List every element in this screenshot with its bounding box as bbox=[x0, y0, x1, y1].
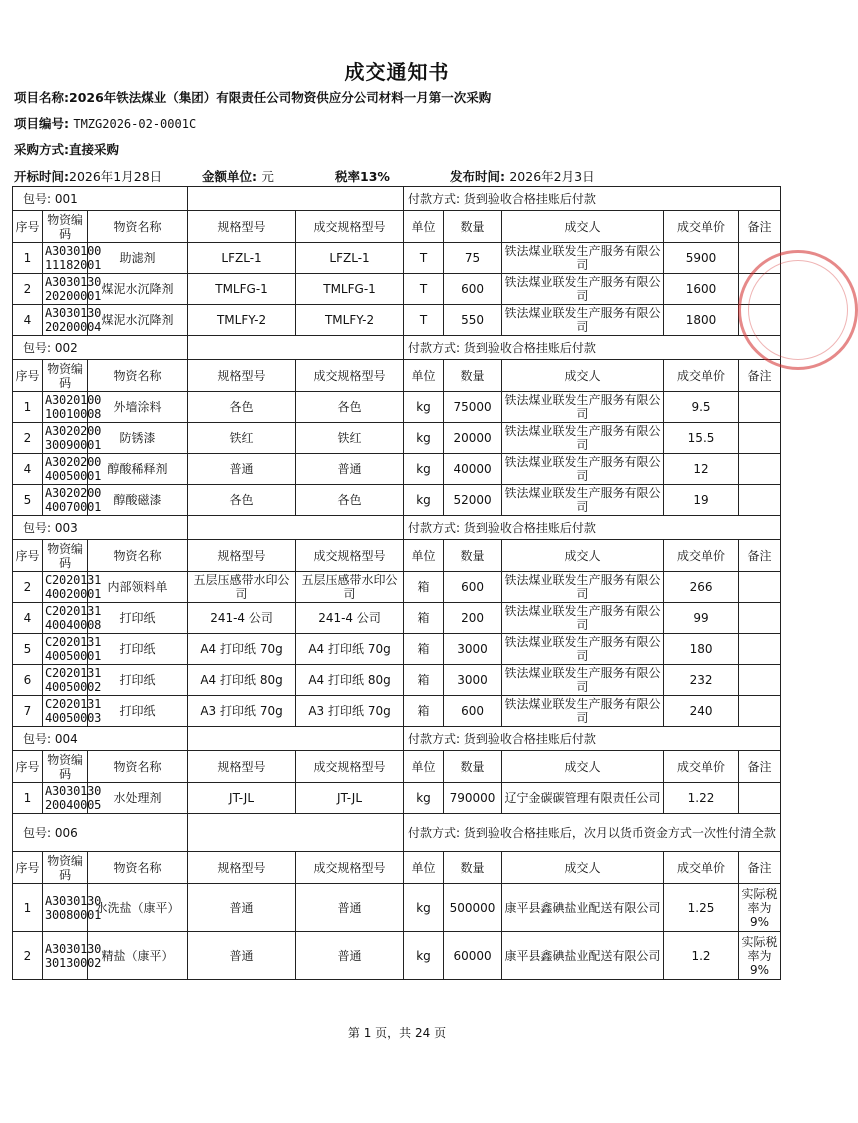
purchase-method-value: 直接采购 bbox=[69, 142, 120, 157]
cell-deal-spec: A4 打印纸 70g bbox=[296, 634, 404, 665]
cell-price: 99 bbox=[664, 603, 739, 634]
open-time bbox=[14, 167, 162, 185]
cell-code: C2020131 40050003 bbox=[43, 696, 88, 727]
package-header-spacer bbox=[188, 516, 404, 540]
package-label: 包号: 006 bbox=[13, 814, 188, 852]
column-header-code: 物资编码 bbox=[43, 211, 88, 243]
publish-time bbox=[450, 167, 595, 185]
package-header-spacer bbox=[188, 336, 404, 360]
cell-note bbox=[739, 665, 781, 696]
cell-price: 1.2 bbox=[664, 932, 739, 980]
project-name-value: 2026年铁法煤业（集团）有限责任公司物资供应分公司材料一月第一次采购 bbox=[69, 90, 492, 105]
column-header-seq: 序号 bbox=[13, 852, 43, 884]
cell-party: 铁法煤业联发生产服务有限公司 bbox=[502, 696, 664, 727]
table-row bbox=[13, 423, 781, 454]
cell-deal-spec: 普通 bbox=[296, 932, 404, 980]
column-header-deal-spec: 成交规格型号 bbox=[296, 540, 404, 572]
column-header-code: 物资编码 bbox=[43, 540, 88, 572]
column-header-name: 物资名称 bbox=[88, 751, 188, 783]
cell-name: 煤泥水沉降剂 bbox=[88, 305, 188, 336]
cell-qty: 550 bbox=[444, 305, 502, 336]
column-header-unit: 单位 bbox=[404, 852, 444, 884]
purchase-method-line bbox=[14, 140, 119, 158]
cell-price: 232 bbox=[664, 665, 739, 696]
package-label: 包号: 002 bbox=[13, 336, 188, 360]
cell-qty: 790000 bbox=[444, 783, 502, 814]
cell-note bbox=[739, 485, 781, 516]
cell-name: 醇酸稀释剂 bbox=[88, 454, 188, 485]
column-header-unit: 单位 bbox=[404, 751, 444, 783]
column-header-price: 成交单价 bbox=[664, 360, 739, 392]
project-name-label: 项目名称: bbox=[14, 90, 69, 105]
column-header-unit: 单位 bbox=[404, 211, 444, 243]
cell-code: C2020131 40050002 bbox=[43, 665, 88, 696]
cell-party: 铁法煤业联发生产服务有限公司 bbox=[502, 485, 664, 516]
package-payment-terms: 付款方式: 货到验收合格挂账后付款 bbox=[404, 516, 781, 540]
project-no-label: 项目编号: bbox=[14, 116, 69, 131]
cell-party: 康平县鑫碘盐业配送有限公司 bbox=[502, 932, 664, 980]
cell-party: 铁法煤业联发生产服务有限公司 bbox=[502, 603, 664, 634]
cell-spec: LFZL-1 bbox=[188, 243, 296, 274]
column-header-name: 物资名称 bbox=[88, 360, 188, 392]
cell-name: 外墙涂料 bbox=[88, 392, 188, 423]
cell-name: 煤泥水沉降剂 bbox=[88, 274, 188, 305]
cell-party: 铁法煤业联发生产服务有限公司 bbox=[502, 454, 664, 485]
cell-deal-spec: 241-4 公司 bbox=[296, 603, 404, 634]
open-time-label: 开标时间: bbox=[14, 169, 69, 184]
cell-unit: 箱 bbox=[404, 696, 444, 727]
column-header-party: 成交人 bbox=[502, 540, 664, 572]
cell-code: A3030130 20200001 bbox=[43, 274, 88, 305]
cell-unit: 箱 bbox=[404, 634, 444, 665]
column-header-seq: 序号 bbox=[13, 360, 43, 392]
cell-price: 15.5 bbox=[664, 423, 739, 454]
column-header-name: 物资名称 bbox=[88, 211, 188, 243]
cell-spec: 各色 bbox=[188, 485, 296, 516]
cell-unit: kg bbox=[404, 392, 444, 423]
column-header-party: 成交人 bbox=[502, 211, 664, 243]
deal-table bbox=[12, 186, 781, 980]
cell-price: 1800 bbox=[664, 305, 739, 336]
cell-price: 12 bbox=[664, 454, 739, 485]
cell-seq: 1 bbox=[13, 783, 43, 814]
cell-name: 打印纸 bbox=[88, 696, 188, 727]
cell-code: A3030130 20200004 bbox=[43, 305, 88, 336]
company-seal-inner-ring bbox=[748, 260, 848, 360]
cell-unit: kg bbox=[404, 783, 444, 814]
package-header-spacer bbox=[188, 727, 404, 751]
column-header-price: 成交单价 bbox=[664, 211, 739, 243]
cell-spec: 铁红 bbox=[188, 423, 296, 454]
cell-spec: 241-4 公司 bbox=[188, 603, 296, 634]
cell-spec: TMLFG-1 bbox=[188, 274, 296, 305]
column-header-party: 成交人 bbox=[502, 751, 664, 783]
table-row bbox=[13, 485, 781, 516]
cell-seq: 5 bbox=[13, 485, 43, 516]
column-header-code: 物资编码 bbox=[43, 852, 88, 884]
cell-unit: kg bbox=[404, 932, 444, 980]
column-header-row bbox=[13, 360, 781, 392]
table-row bbox=[13, 634, 781, 665]
cell-party: 铁法煤业联发生产服务有限公司 bbox=[502, 392, 664, 423]
cell-seq: 5 bbox=[13, 634, 43, 665]
cell-deal-spec: A4 打印纸 80g bbox=[296, 665, 404, 696]
cell-seq: 2 bbox=[13, 274, 43, 305]
table-row bbox=[13, 274, 781, 305]
table-row bbox=[13, 392, 781, 423]
cell-note bbox=[739, 696, 781, 727]
cell-deal-spec: TMLFY-2 bbox=[296, 305, 404, 336]
cell-code: C2020131 40050001 bbox=[43, 634, 88, 665]
cell-qty: 20000 bbox=[444, 423, 502, 454]
amount-unit-value: 元 bbox=[261, 169, 274, 184]
cell-qty: 500000 bbox=[444, 884, 502, 932]
project-name-line bbox=[14, 88, 491, 106]
cell-spec: A4 打印纸 70g bbox=[188, 634, 296, 665]
cell-seq: 2 bbox=[13, 423, 43, 454]
cell-unit: kg bbox=[404, 884, 444, 932]
cell-price: 9.5 bbox=[664, 392, 739, 423]
column-header-qty: 数量 bbox=[444, 852, 502, 884]
cell-code: C2020131 40040008 bbox=[43, 603, 88, 634]
cell-deal-spec: LFZL-1 bbox=[296, 243, 404, 274]
cell-price: 266 bbox=[664, 572, 739, 603]
cell-qty: 3000 bbox=[444, 665, 502, 696]
column-header-seq: 序号 bbox=[13, 211, 43, 243]
cell-note: 实际税率为9% bbox=[739, 884, 781, 932]
column-header-name: 物资名称 bbox=[88, 540, 188, 572]
cell-qty: 75 bbox=[444, 243, 502, 274]
cell-unit: T bbox=[404, 243, 444, 274]
column-header-note: 备注 bbox=[739, 852, 781, 884]
project-no-line bbox=[14, 114, 196, 132]
cell-price: 1.25 bbox=[664, 884, 739, 932]
table-row bbox=[13, 884, 781, 932]
cell-spec: 五层压感带水印公司 bbox=[188, 572, 296, 603]
column-header-unit: 单位 bbox=[404, 540, 444, 572]
package-header-row bbox=[13, 187, 781, 211]
cell-unit: T bbox=[404, 305, 444, 336]
column-header-qty: 数量 bbox=[444, 211, 502, 243]
open-time-value: 2026年1月28日 bbox=[69, 169, 163, 184]
cell-name: 内部领料单 bbox=[88, 572, 188, 603]
column-header-code: 物资编码 bbox=[43, 751, 88, 783]
page-footer: 第 1 页，共 24 页 bbox=[347, 1026, 447, 1040]
cell-deal-spec: 普通 bbox=[296, 884, 404, 932]
cell-seq: 2 bbox=[13, 572, 43, 603]
table-row bbox=[13, 696, 781, 727]
cell-spec: JT-JL bbox=[188, 783, 296, 814]
cell-deal-spec: 普通 bbox=[296, 454, 404, 485]
cell-party: 康平县鑫碘盐业配送有限公司 bbox=[502, 884, 664, 932]
cell-deal-spec: 五层压感带水印公司 bbox=[296, 572, 404, 603]
cell-qty: 600 bbox=[444, 696, 502, 727]
purchase-method-label: 采购方式: bbox=[14, 142, 69, 157]
table-row bbox=[13, 603, 781, 634]
column-header-row bbox=[13, 540, 781, 572]
cell-name: 打印纸 bbox=[88, 634, 188, 665]
cell-unit: 箱 bbox=[404, 572, 444, 603]
cell-qty: 3000 bbox=[444, 634, 502, 665]
column-header-price: 成交单价 bbox=[664, 751, 739, 783]
cell-qty: 60000 bbox=[444, 932, 502, 980]
cell-note bbox=[739, 783, 781, 814]
cell-spec: A3 打印纸 70g bbox=[188, 696, 296, 727]
table-row bbox=[13, 243, 781, 274]
cell-qty: 600 bbox=[444, 572, 502, 603]
cell-party: 铁法煤业联发生产服务有限公司 bbox=[502, 305, 664, 336]
cell-name: 防锈漆 bbox=[88, 423, 188, 454]
cell-note bbox=[739, 454, 781, 485]
column-header-row bbox=[13, 211, 781, 243]
cell-seq: 4 bbox=[13, 305, 43, 336]
package-header-row bbox=[13, 727, 781, 751]
cell-seq: 6 bbox=[13, 665, 43, 696]
column-header-spec: 规格型号 bbox=[188, 852, 296, 884]
cell-name: 助滤剂 bbox=[88, 243, 188, 274]
document-title: 成交通知书 bbox=[344, 60, 450, 84]
column-header-note: 备注 bbox=[739, 751, 781, 783]
column-header-price: 成交单价 bbox=[664, 540, 739, 572]
cell-code: C2020131 40020001 bbox=[43, 572, 88, 603]
column-header-qty: 数量 bbox=[444, 540, 502, 572]
amount-unit-label: 金额单位: bbox=[202, 169, 257, 184]
column-header-deal-spec: 成交规格型号 bbox=[296, 211, 404, 243]
cell-spec: 普通 bbox=[188, 884, 296, 932]
column-header-deal-spec: 成交规格型号 bbox=[296, 852, 404, 884]
cell-deal-spec: 各色 bbox=[296, 485, 404, 516]
publish-time-value: 2026年2月3日 bbox=[509, 169, 595, 184]
cell-seq: 2 bbox=[13, 932, 43, 980]
package-payment-terms: 付款方式: 货到验收合格挂账后付款 bbox=[404, 727, 781, 751]
column-header-qty: 数量 bbox=[444, 751, 502, 783]
cell-code: A3030130 30130002 bbox=[43, 932, 88, 980]
column-header-seq: 序号 bbox=[13, 540, 43, 572]
cell-name: 打印纸 bbox=[88, 603, 188, 634]
column-header-code: 物资编码 bbox=[43, 360, 88, 392]
package-payment-terms: 付款方式: 货到验收合格挂账后，次月以货币资金方式一次性付清全款 bbox=[404, 814, 781, 852]
tax-rate: 税率13% bbox=[335, 169, 390, 184]
cell-price: 1.22 bbox=[664, 783, 739, 814]
cell-note: 实际税率为9% bbox=[739, 932, 781, 980]
amount-unit bbox=[202, 167, 274, 185]
column-header-spec: 规格型号 bbox=[188, 751, 296, 783]
package-payment-terms: 付款方式: 货到验收合格挂账后付款 bbox=[404, 336, 781, 360]
cell-price: 180 bbox=[664, 634, 739, 665]
column-header-spec: 规格型号 bbox=[188, 211, 296, 243]
cell-deal-spec: 各色 bbox=[296, 392, 404, 423]
cell-price: 5900 bbox=[664, 243, 739, 274]
cell-spec: A4 打印纸 80g bbox=[188, 665, 296, 696]
package-header-row bbox=[13, 516, 781, 540]
cell-seq: 1 bbox=[13, 392, 43, 423]
cell-price: 240 bbox=[664, 696, 739, 727]
cell-qty: 200 bbox=[444, 603, 502, 634]
package-header-spacer bbox=[188, 187, 404, 211]
cell-party: 铁法煤业联发生产服务有限公司 bbox=[502, 423, 664, 454]
cell-unit: kg bbox=[404, 485, 444, 516]
cell-party: 辽宁金碳碳管理有限责任公司 bbox=[502, 783, 664, 814]
column-header-price: 成交单价 bbox=[664, 852, 739, 884]
cell-code: A3020100 10010008 bbox=[43, 392, 88, 423]
cell-deal-spec: TMLFG-1 bbox=[296, 274, 404, 305]
cell-spec: 各色 bbox=[188, 392, 296, 423]
package-payment-terms: 付款方式: 货到验收合格挂账后付款 bbox=[404, 187, 781, 211]
cell-spec: TMLFY-2 bbox=[188, 305, 296, 336]
cell-code: A3020200 40050001 bbox=[43, 454, 88, 485]
cell-code: A3020200 40070001 bbox=[43, 485, 88, 516]
package-label: 包号: 004 bbox=[13, 727, 188, 751]
cell-qty: 52000 bbox=[444, 485, 502, 516]
column-header-spec: 规格型号 bbox=[188, 540, 296, 572]
cell-unit: kg bbox=[404, 423, 444, 454]
cell-unit: 箱 bbox=[404, 665, 444, 696]
column-header-unit: 单位 bbox=[404, 360, 444, 392]
cell-name: 水处理剂 bbox=[88, 783, 188, 814]
cell-note bbox=[739, 572, 781, 603]
cell-name: 精盐（康平） bbox=[88, 932, 188, 980]
table-row bbox=[13, 665, 781, 696]
column-header-row bbox=[13, 852, 781, 884]
cell-unit: kg bbox=[404, 454, 444, 485]
column-header-note: 备注 bbox=[739, 211, 781, 243]
cell-party: 铁法煤业联发生产服务有限公司 bbox=[502, 572, 664, 603]
cell-name: 水洗盐（康平） bbox=[88, 884, 188, 932]
cell-unit: T bbox=[404, 274, 444, 305]
cell-seq: 4 bbox=[13, 454, 43, 485]
deal-table-body bbox=[13, 187, 781, 980]
cell-spec: 普通 bbox=[188, 454, 296, 485]
cell-party: 铁法煤业联发生产服务有限公司 bbox=[502, 665, 664, 696]
cell-price: 19 bbox=[664, 485, 739, 516]
cell-unit: 箱 bbox=[404, 603, 444, 634]
column-header-deal-spec: 成交规格型号 bbox=[296, 751, 404, 783]
column-header-name: 物资名称 bbox=[88, 852, 188, 884]
cell-note bbox=[739, 392, 781, 423]
table-row bbox=[13, 932, 781, 980]
column-header-note: 备注 bbox=[739, 540, 781, 572]
cell-seq: 4 bbox=[13, 603, 43, 634]
cell-party: 铁法煤业联发生产服务有限公司 bbox=[502, 274, 664, 305]
cell-code: A3020200 30090001 bbox=[43, 423, 88, 454]
cell-code: A3030100 11182001 bbox=[43, 243, 88, 274]
cell-party: 铁法煤业联发生产服务有限公司 bbox=[502, 243, 664, 274]
column-header-seq: 序号 bbox=[13, 751, 43, 783]
column-header-spec: 规格型号 bbox=[188, 360, 296, 392]
package-header-row bbox=[13, 814, 781, 852]
column-header-party: 成交人 bbox=[502, 360, 664, 392]
cell-name: 打印纸 bbox=[88, 665, 188, 696]
package-label: 包号: 003 bbox=[13, 516, 188, 540]
table-row bbox=[13, 783, 781, 814]
cell-qty: 75000 bbox=[444, 392, 502, 423]
package-label: 包号: 001 bbox=[13, 187, 188, 211]
cell-name: 醇酸磁漆 bbox=[88, 485, 188, 516]
cell-note bbox=[739, 603, 781, 634]
cell-qty: 40000 bbox=[444, 454, 502, 485]
project-no-value: TMZG2026-02-0001C bbox=[73, 117, 197, 131]
cell-note bbox=[739, 634, 781, 665]
cell-party: 铁法煤业联发生产服务有限公司 bbox=[502, 634, 664, 665]
cell-deal-spec: A3 打印纸 70g bbox=[296, 696, 404, 727]
table-row bbox=[13, 454, 781, 485]
column-header-deal-spec: 成交规格型号 bbox=[296, 360, 404, 392]
cell-seq: 1 bbox=[13, 243, 43, 274]
cell-price: 1600 bbox=[664, 274, 739, 305]
cell-qty: 600 bbox=[444, 274, 502, 305]
cell-code: A3030130 20040005 bbox=[43, 783, 88, 814]
column-header-party: 成交人 bbox=[502, 852, 664, 884]
publish-time-label: 发布时间: bbox=[450, 169, 505, 184]
package-header-spacer bbox=[188, 814, 404, 852]
cell-seq: 1 bbox=[13, 884, 43, 932]
cell-deal-spec: 铁红 bbox=[296, 423, 404, 454]
cell-seq: 7 bbox=[13, 696, 43, 727]
column-header-qty: 数量 bbox=[444, 360, 502, 392]
column-header-row bbox=[13, 751, 781, 783]
cell-code: A3030130 30080001 bbox=[43, 884, 88, 932]
cell-note bbox=[739, 423, 781, 454]
table-row bbox=[13, 305, 781, 336]
column-header-note: 备注 bbox=[739, 360, 781, 392]
table-row bbox=[13, 572, 781, 603]
package-header-row bbox=[13, 336, 781, 360]
cell-spec: 普通 bbox=[188, 932, 296, 980]
cell-deal-spec: JT-JL bbox=[296, 783, 404, 814]
